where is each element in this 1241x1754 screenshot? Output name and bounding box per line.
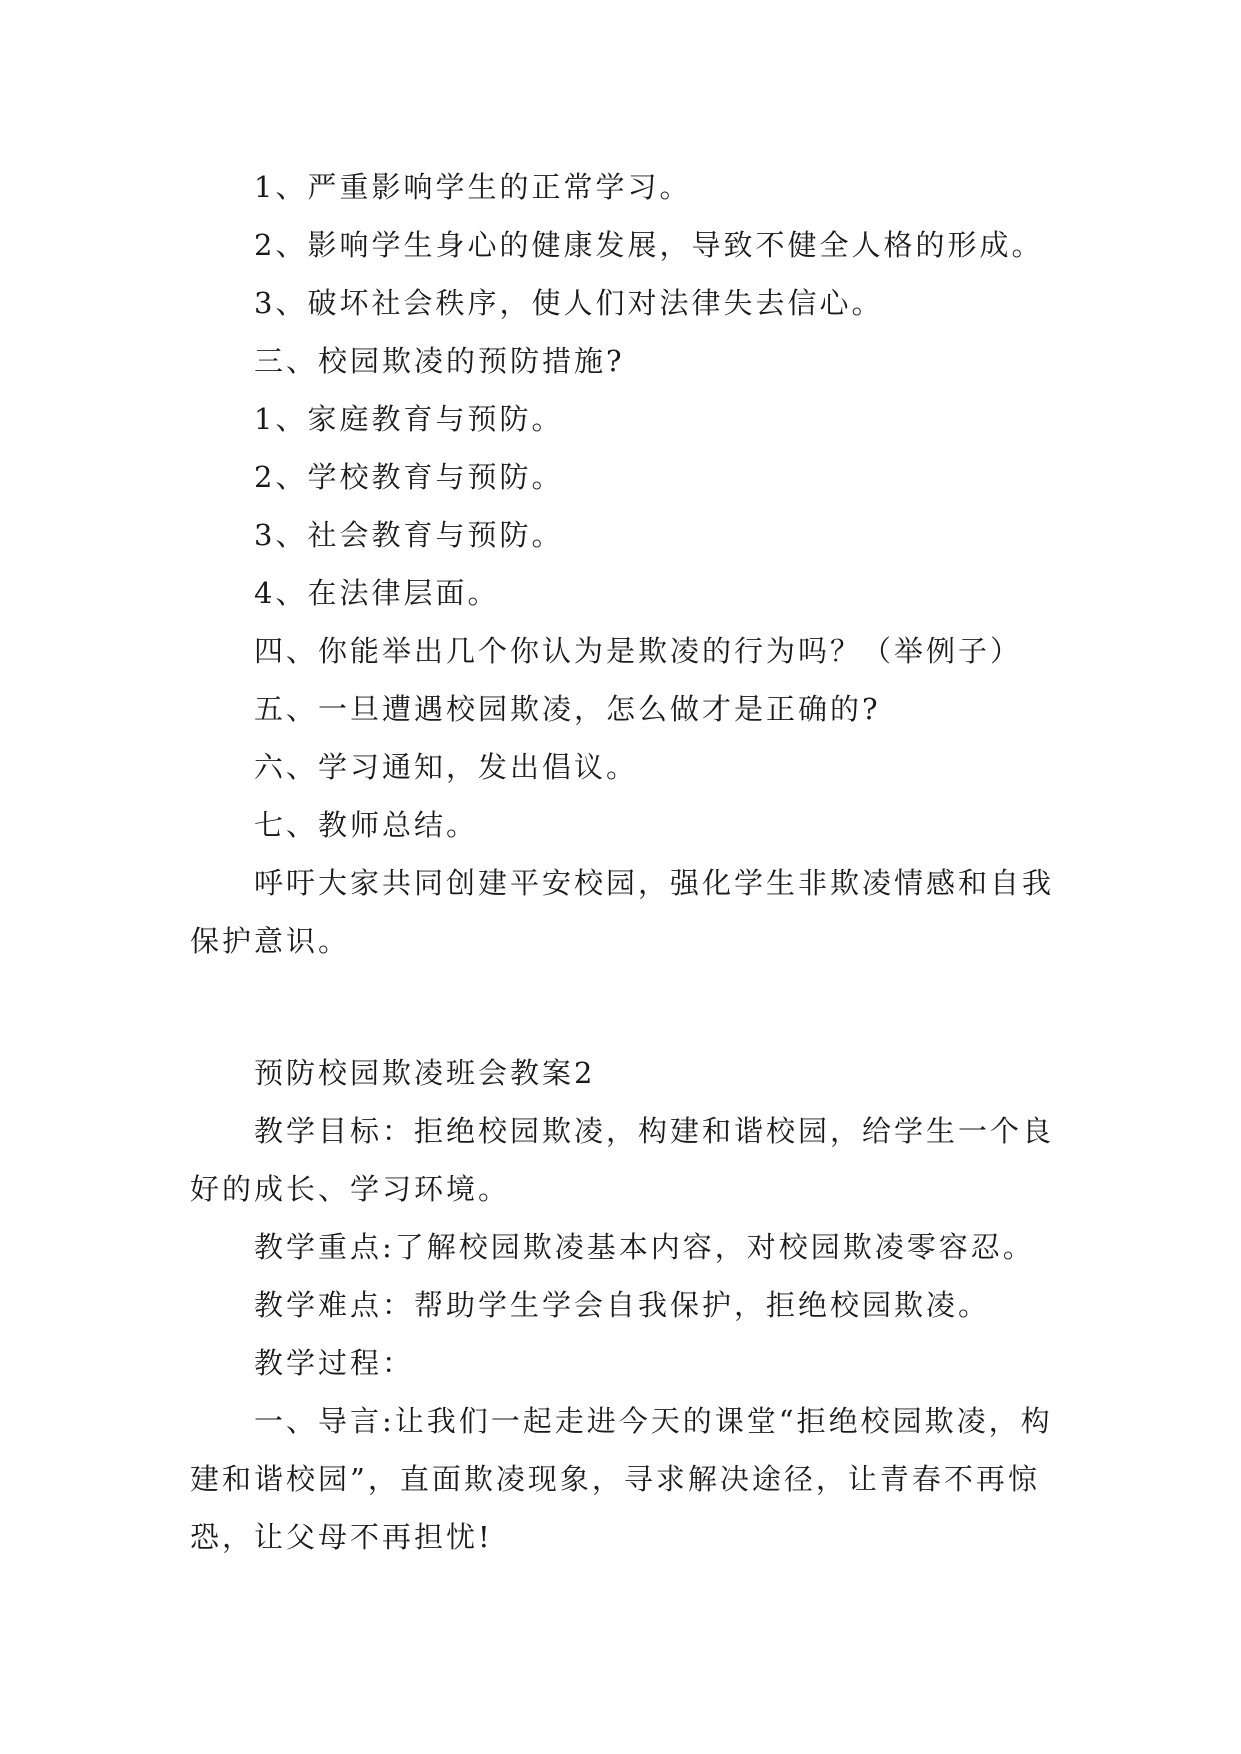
- section-heading: 六、学习通知，发出倡议。: [254, 750, 639, 784]
- document-body: [190, 158, 1070, 1566]
- paragraph: 4、在法律层面。: [254, 576, 500, 610]
- section-heading: 四、你能举出几个你认为是欺凌的行为吗？（举例子）: [254, 634, 1023, 668]
- paragraph: 1、严重影响学生的正常学习。: [254, 170, 692, 204]
- paragraph: 教学难点：帮助学生学会自我保护，拒绝校园欺凌。: [254, 1288, 991, 1322]
- paragraph: 一、导言:让我们一起走进今天的课堂“拒绝校园欺凌，构建和谐校园”，直面欺凌现象，寻求解决途径，让青春不再惊恐，让父母不再担忧!: [190, 1404, 1053, 1554]
- paragraph: 2、影响学生身心的健康发展，导致不健全人格的形成。: [254, 228, 1044, 262]
- paragraph: 1、家庭教育与预防。: [254, 402, 564, 436]
- paragraph: 呼吁大家共同创建平安校园，强化学生非欺凌情感和自我保护意识。: [190, 866, 1055, 958]
- section-spacer: [190, 970, 1070, 1044]
- paragraph: 教学过程：: [254, 1346, 415, 1380]
- paragraph: 3、破坏社会秩序，使人们对法律失去信心。: [254, 286, 884, 320]
- paragraph: 3、社会教育与预防。: [254, 518, 564, 552]
- paragraph: 2、学校教育与预防。: [254, 460, 564, 494]
- paragraph: 教学目标：拒绝校园欺凌，构建和谐校园，给学生一个良好的成长、学习环境。: [190, 1114, 1055, 1206]
- paragraph: 教学重点:了解校园欺凌基本内容，对校园欺凌零容忍。: [254, 1230, 1035, 1264]
- section-heading: 七、教师总结。: [254, 808, 479, 842]
- section-heading: 五、一旦遭遇校园欺凌，怎么做才是正确的?: [254, 692, 881, 726]
- document-title: 预防校园欺凌班会教案2: [254, 1056, 596, 1090]
- section-heading: 三、校园欺凌的预防措施?: [254, 344, 625, 378]
